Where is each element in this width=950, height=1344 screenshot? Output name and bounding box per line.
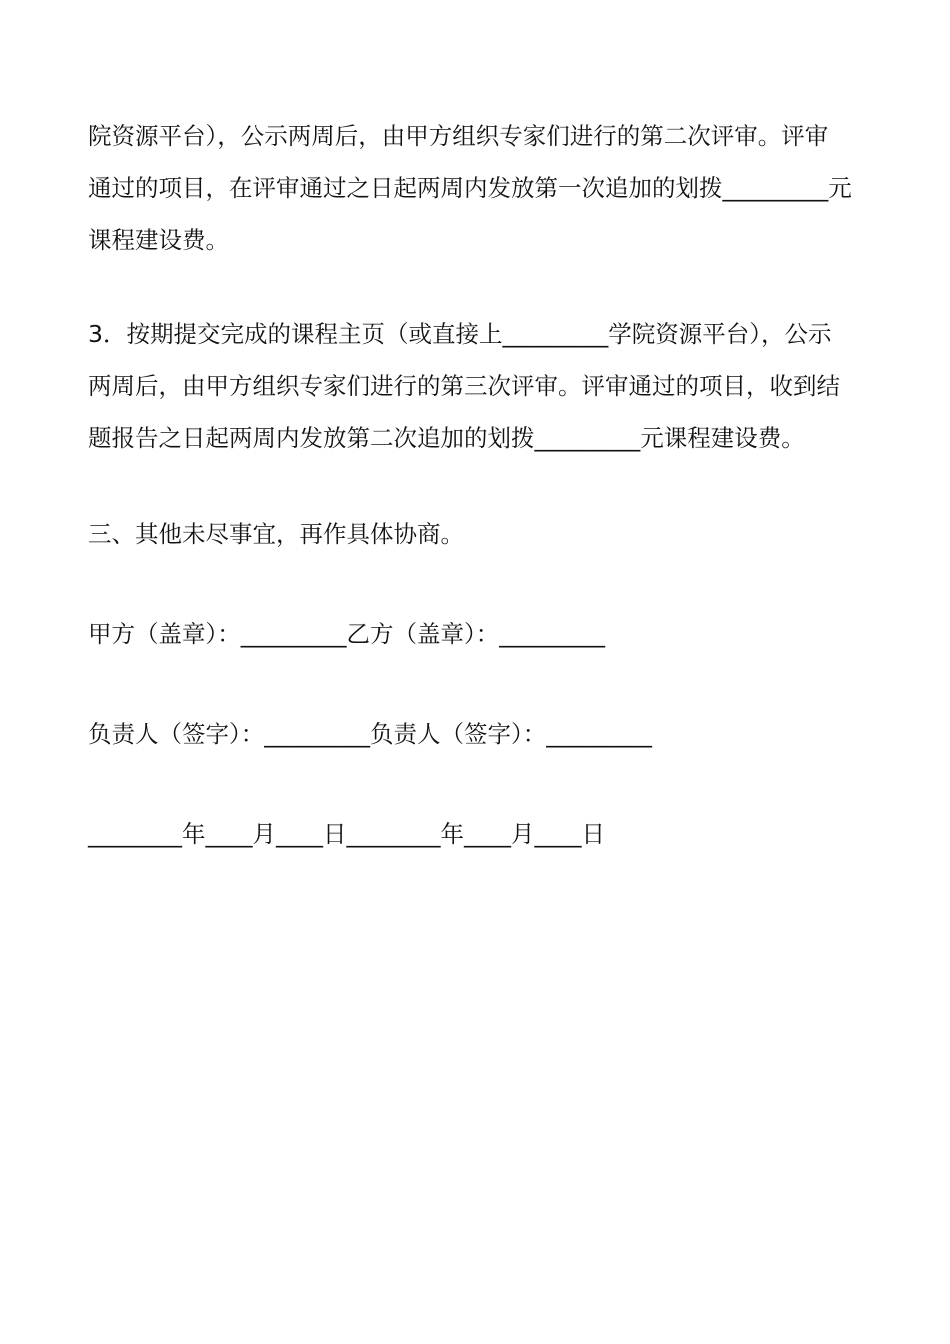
text-line: 甲方（盖章）：_________乙方（盖章）：_________ [88,620,605,648]
text-line: 两周后，由甲方组织专家们进行的第三次评审。评审通过的项目，收到结 [88,372,840,400]
paragraph-item-3 [88,308,868,464]
paragraph-second-review [88,110,868,266]
text-line: ________年____月____日________年____月____日 [88,820,605,848]
signature-person-line [88,708,868,760]
date-line [88,808,868,860]
text-line: 通过的项目，在评审通过之日起两周内发放第一次追加的划拨_________元 [88,174,852,202]
paragraph-other-matters [88,508,868,560]
text-line: 题报告之日起两周内发放第二次追加的划拨_________元课程建设费。 [88,424,805,452]
text-line: 三、其他未尽事宜，再作具体协商。 [88,520,464,548]
text-line: 负责人（签字）：_________负责人（签字）：_________ [88,720,652,748]
text-line: 课程建设费。 [88,226,229,254]
signature-seal-line [88,608,868,660]
text-line: 院资源平台），公示两周后，由甲方组织专家们进行的第二次评审。评审 [88,122,829,150]
text-line: 3．按期提交完成的课程主页（或直接上_________学院资源平台），公示 [88,320,832,348]
